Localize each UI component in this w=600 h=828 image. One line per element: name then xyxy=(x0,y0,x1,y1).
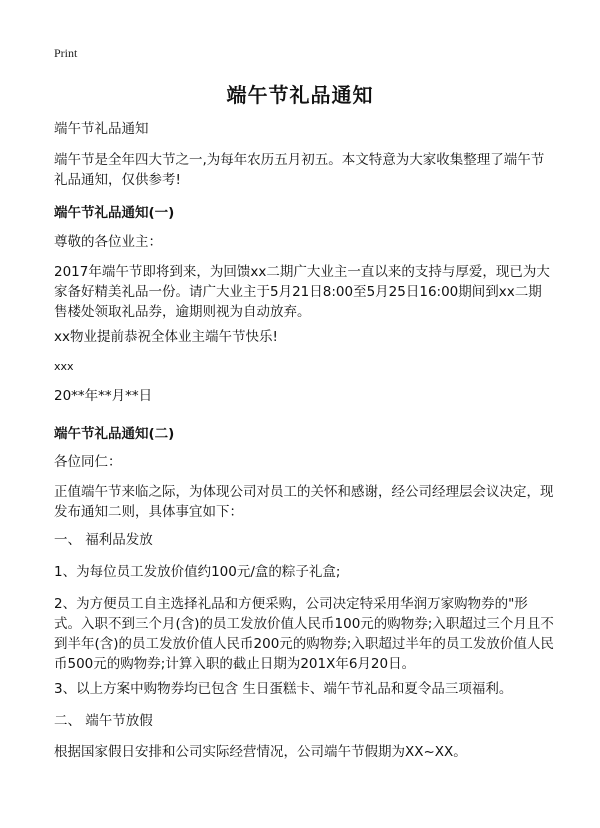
section-two-paragraph: 正值端午节来临之际，为体现公司对员工的关怀和感谢，经公司经理层会议决定，现发布通知二则，具体事宜如下： xyxy=(54,484,554,520)
section-one-date: 20**年**月**日 xyxy=(54,388,153,404)
welfare-item-1: 1、为每位员工发放价值约100元/盒的粽子礼盒; xyxy=(54,564,341,580)
holiday-paragraph: 根据国家假日安排和公司实际经营情况，公司端午节假期为XX~XX。 xyxy=(54,744,467,760)
section-two-heading: 端午节礼品通知(二) xyxy=(54,426,175,442)
welfare-item-3: 3、以上方案中购物券均已包含 生日蛋糕卡、端午节礼品和夏令品三项福利。 xyxy=(54,681,513,697)
section-one-paragraph: 2017年端午节即将到来，为回馈xx二期广大业主一直以来的支持与厚爱，现已为大家备好精美礼品一份。请广大业主于5月21日8:00至5月25日16:00期间到xx二期售楼处领取礼品券，逾期则视为自动放弃。 xyxy=(54,264,550,320)
welfare-item-2: 2、为方便员工自主选择礼品和方便采购，公司决定特采用华润万家购物券的"形式。入职不到三个月(含)的员工发放价值人民币100元的购物券;入职超过三个月且不到半年(含)的员工发放价值人民币200元的购物券;入职超过半年的员工发放价值人民币500元的购物券;计算入职的截止日期为201X年6月20日。 xyxy=(54,596,554,672)
section-one-signer: xxx xyxy=(54,360,74,373)
page-title: 端午节礼品通知 xyxy=(226,83,374,107)
section-one-heading: 端午节礼品通知(一) xyxy=(54,205,175,221)
document-subtitle: 端午节礼品通知 xyxy=(54,121,149,137)
intro-paragraph: 端午节是全年四大节之一,为每年农历五月初五。本文特意为大家收集整理了端午节礼品通知，仅供参考! xyxy=(54,152,545,188)
section-two-salutation: 各位同仁： xyxy=(54,454,122,470)
holiday-subtitle: 二、 端午节放假 xyxy=(54,713,153,729)
section-one-wishes: xx物业提前恭祝全体业主端午节快乐! xyxy=(54,329,278,345)
print-link[interactable]: Print xyxy=(54,46,78,60)
section-one-salutation: 尊敬的各位业主： xyxy=(54,234,162,250)
welfare-subtitle: 一、 福利品发放 xyxy=(54,532,153,548)
